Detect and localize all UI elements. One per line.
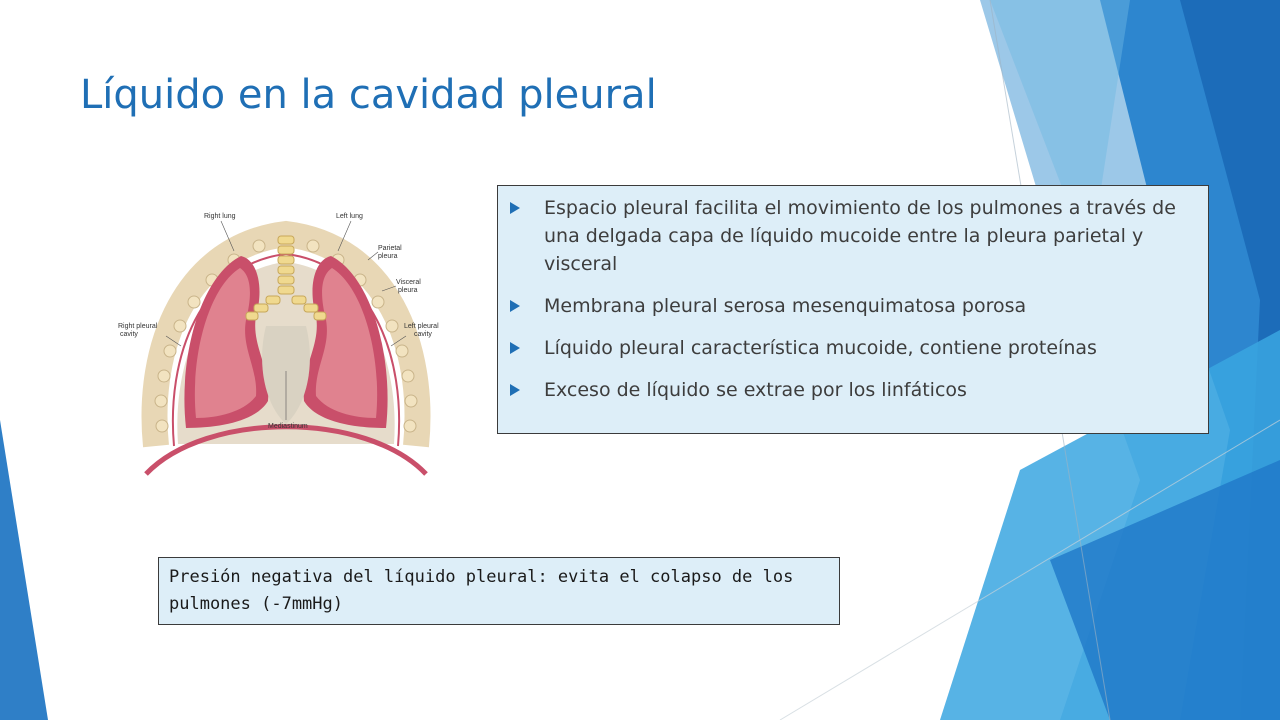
pressure-note-text: Presión negativa del líquido pleural: evita el colapso de los pulmones (-7mmHg) [169,567,794,614]
bullet-arrow-icon [510,300,520,312]
bullet-arrow-icon [510,384,520,396]
bullet-arrow-icon [510,202,520,214]
bullet-text: Exceso de líquido se extrae por los linfáticos [544,379,967,401]
bullet-item [510,194,1196,278]
label-right-cavity-2: cavity [120,331,138,338]
bullet-list-box [497,185,1209,434]
bullet-arrow-icon [510,342,520,354]
bullet-list [498,186,1208,404]
bullet-text: Espacio pleural facilita el movimiento de los pulmones a través de una delgada capa de líquido mucoide entre la pleura parietal y visceral [544,197,1176,275]
label-left-cavity-1: Left pleural [404,323,439,330]
label-visceral-pleura-2: pleura [398,287,418,294]
label-left-lung: Left lung [336,213,363,220]
label-parietal-pleura-2: pleura [378,253,398,260]
bullet-item [510,292,1196,320]
bullet-item [510,376,1196,404]
label-mediastinum: Mediastinum [268,423,308,430]
slide-title: Líquido en la cavidad pleural [80,72,657,118]
label-right-lung: Right lung [204,213,236,220]
bullet-item [510,334,1196,362]
pleural-cavity-diagram [106,196,466,486]
label-visceral-pleura-1: Visceral [396,279,421,286]
bullet-text: Líquido pleural característica mucoide, contiene proteínas [544,337,1097,359]
label-right-cavity-1: Right pleural [118,323,158,330]
label-parietal-pleura-1: Parietal [378,245,402,252]
label-left-cavity-2: cavity [414,331,432,338]
bullet-text: Membrana pleural serosa mesenquimatosa porosa [544,295,1027,317]
pressure-note-box [158,557,840,625]
